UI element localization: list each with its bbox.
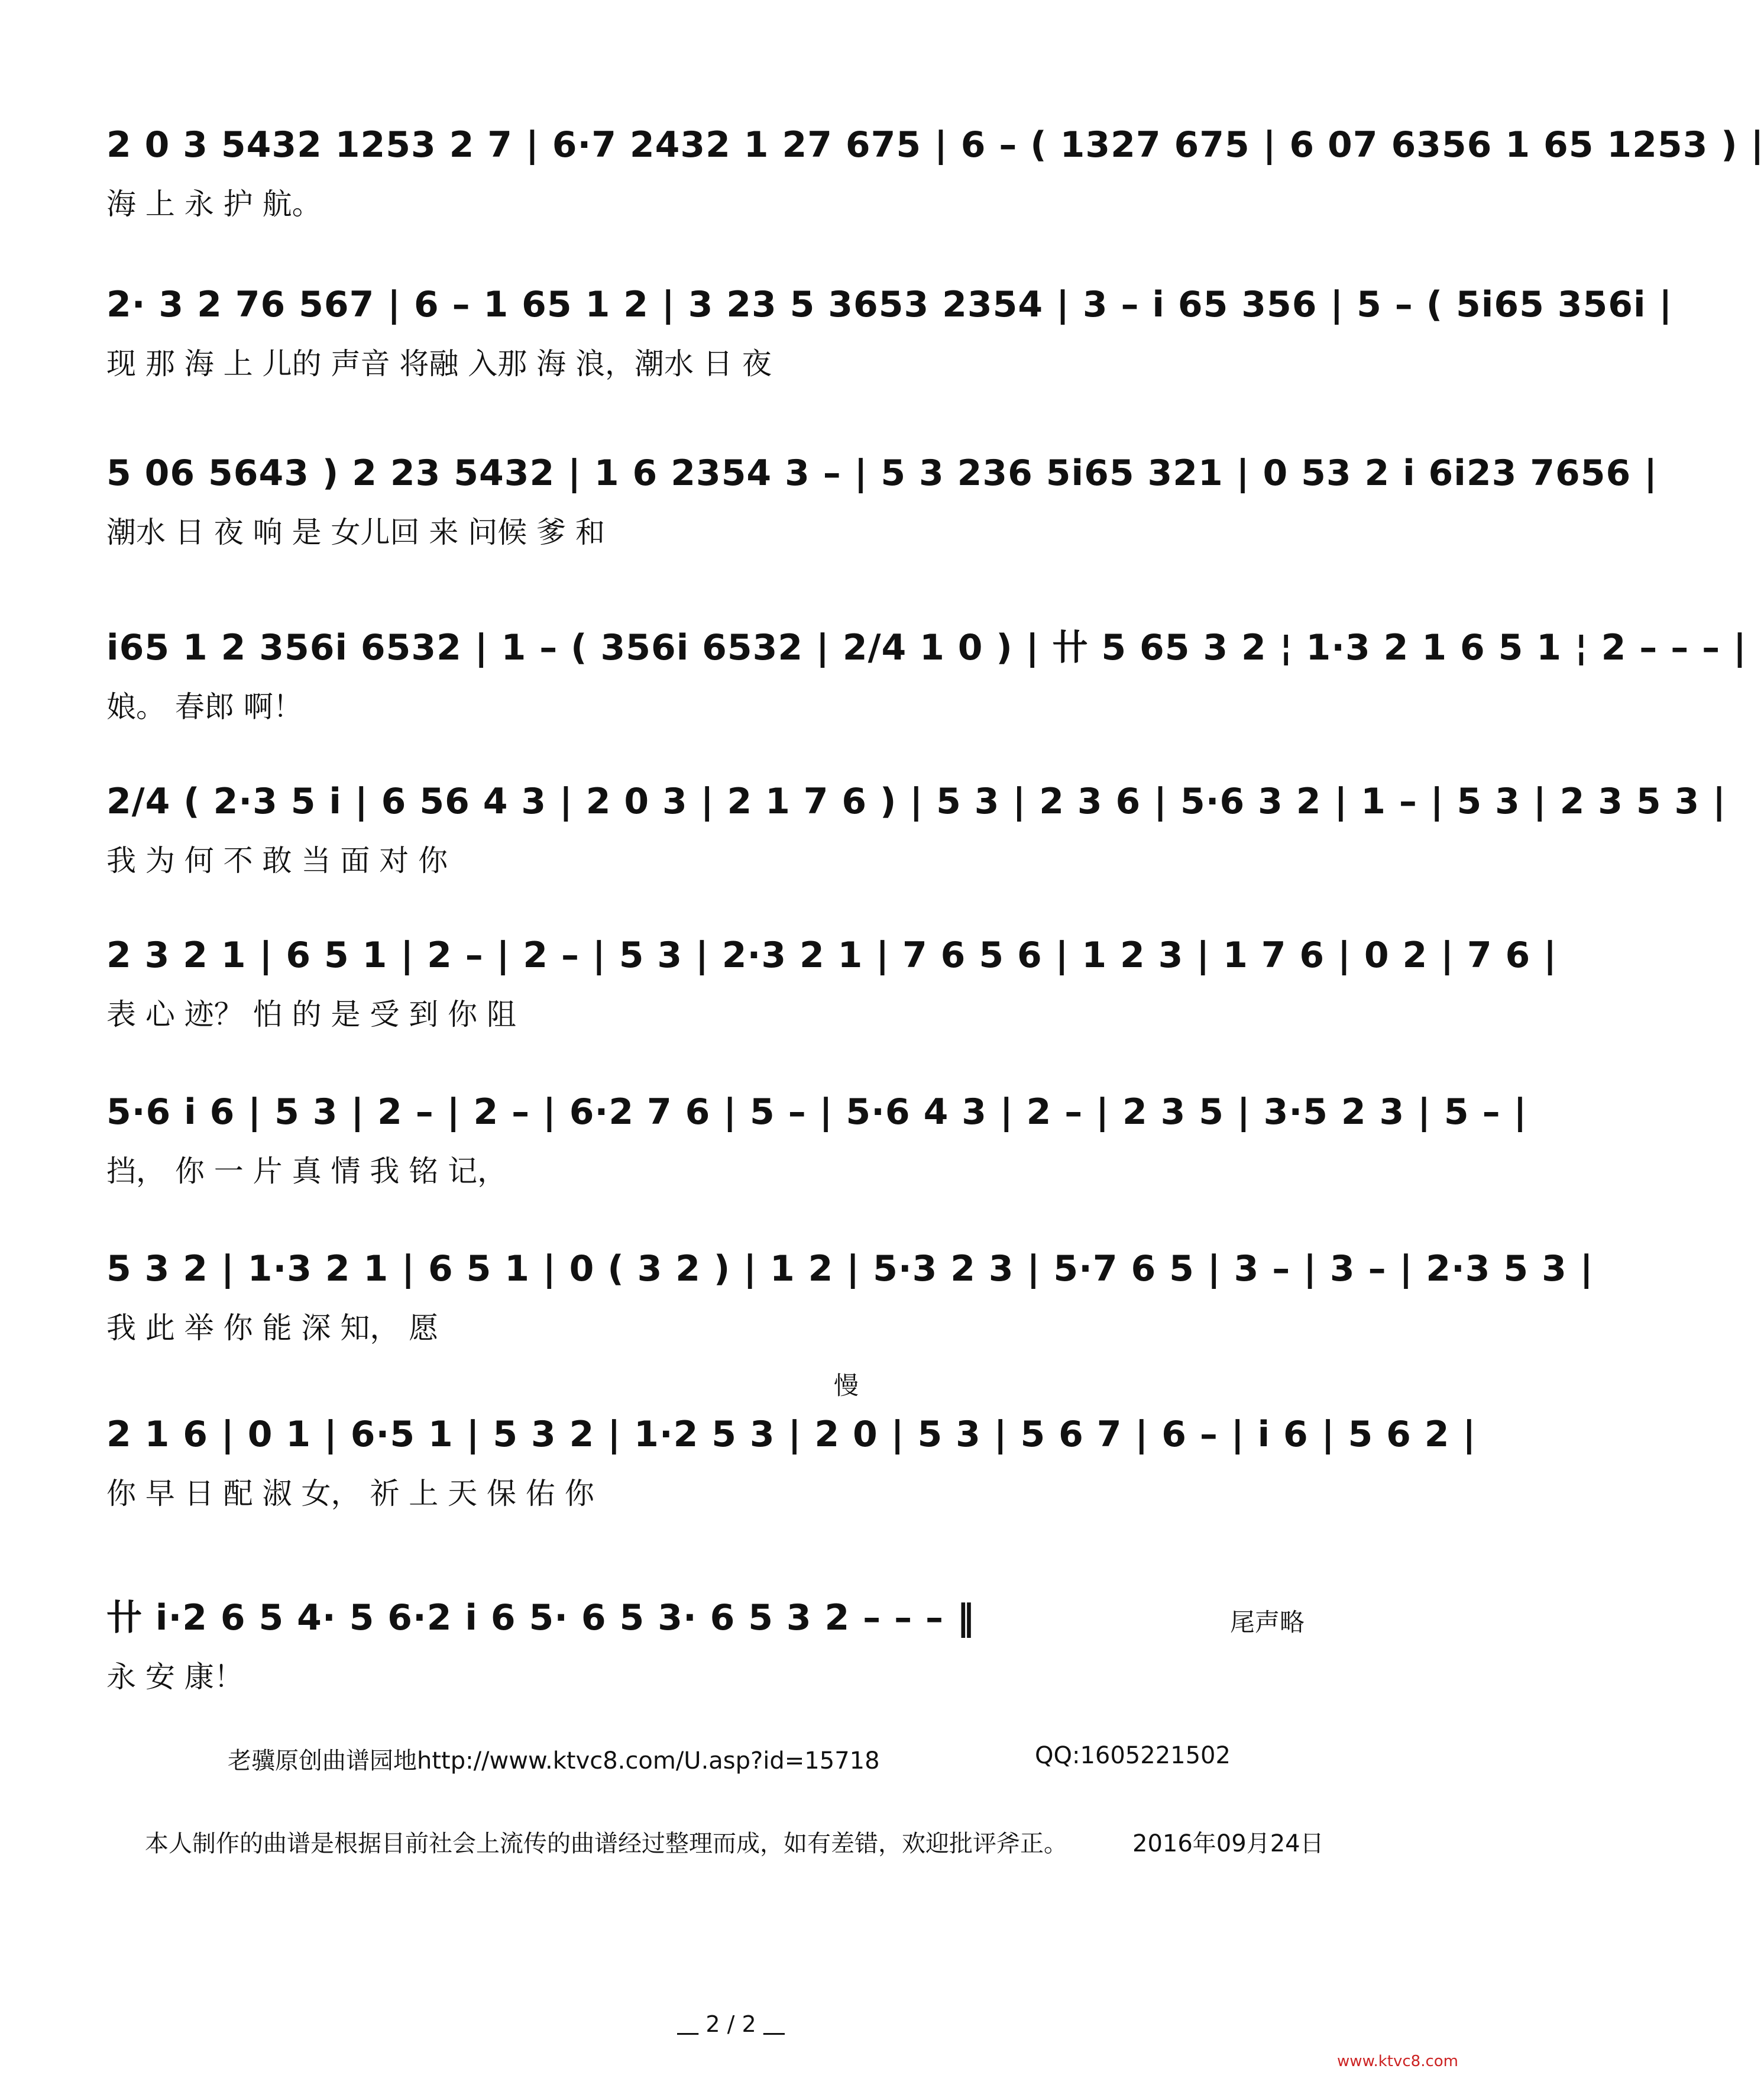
footer-qq: QQ:1605221502 <box>1035 1742 1231 1769</box>
score-system-10 <box>106 1585 1372 1704</box>
footer-date: 2016年09月24日 <box>1132 1830 1324 1857</box>
notation-line: 2· 3 2 76 567 | 6 – 1 65 1 2 | 3 23 5 3653 2354 | 3 – i 65 356 | 5 – ( 5i65 356i | <box>106 284 1673 325</box>
lyrics-line: 现 那 海 上 儿的 声音 将融 入那 海 浪，潮水 日 夜 <box>106 347 772 381</box>
score-system-3 <box>106 441 1658 559</box>
ending-note: 尾声略 <box>1230 1608 1305 1637</box>
score-system-2 <box>106 272 1673 390</box>
score-system-5 <box>106 769 1727 887</box>
notation-line: 卄 i·2 6 5 4· 5 6·2 i 6 5· 6 5 3· 6 5 3 2 – – – ‖ <box>106 1597 975 1638</box>
notation-line: 2 0 3 5432 1253 2 7 | 6·7 2432 1 27 675 | 6 – ( 1327 675 | 6 07 6356 1 65 1253 ) | <box>106 124 1764 166</box>
notation-line: i65 1 2 356i 6532 | 1 – ( 356i 6532 | 2/4 1 0 ) | 卄 5 65 3 2 ¦ 1·3 2 1 6 5 1 ¦ 2 – – – | <box>106 627 1747 668</box>
footer-site-link[interactable]: 老骥原创曲谱园地http://www.ktvc8.com/U.asp?id=15718 <box>228 1747 880 1775</box>
notation-line: 2/4 ( 2·3 5 i | 6 56 4 3 | 2 0 3 | 2 1 7 6 ) | 5 3 | 2 3 6 | 5·6 3 2 | 1 – | 5 3 | 2 3 5 3 | <box>106 781 1727 822</box>
notation-line: 2 1 6 | 0 1 | 6·5 1 | 5 3 2 | 1·2 5 3 | 2 0 | 5 3 | 5 6 7 | 6 – | i 6 | 5 6 2 | <box>106 1414 1477 1455</box>
watermark: www.ktvc8.com <box>1337 2053 1458 2070</box>
score-system-9 <box>106 1371 1477 1520</box>
notation-line: 5·6 i 6 | 5 3 | 2 – | 2 – | 6·2 7 6 | 5 – | 5·6 4 3 | 2 – | 2 3 5 | 3·5 2 3 | 5 – | <box>106 1091 1527 1133</box>
lyrics-line: 你 早 日 配 淑 女， 祈 上 天 保 佑 你 <box>106 1476 594 1511</box>
footer-note: 本人制作的曲谱是根据目前社会上流传的曲谱经过整理而成，如有差错，欢迎批评斧正。 <box>145 1830 1067 1857</box>
score-system-4 <box>106 615 1747 733</box>
lyrics-line: 永 安 康！ <box>106 1660 244 1694</box>
score-system-1 <box>106 112 1764 231</box>
notation-line: 5 06 5643 ) 2 23 5432 | 1 6 2354 3 – | 5 3 236 5i65 321 | 0 53 2 i 6i23 7656 | <box>106 453 1658 494</box>
lyrics-line: 我 此 举 你 能 深 知， 愿 <box>106 1311 439 1345</box>
lyrics-line: 娘。 春郎 啊！ <box>106 690 303 724</box>
score-system-7 <box>106 1079 1527 1198</box>
score-system-8 <box>106 1236 1594 1355</box>
notation-line: 5 3 2 | 1·3 2 1 | 6 5 1 | 0 ( 3 2 ) | 1 2 | 5·3 2 3 | 5·7 6 5 | 3 – | 3 – | 2·3 5 3 | <box>106 1248 1594 1289</box>
page-number-text: 2 / 2 <box>705 2011 756 2037</box>
lyrics-line: 潮水 日 夜 响 是 女儿回 来 问候 爹 和 <box>106 515 606 550</box>
lyrics-line: 表 心 迹？ 怕 的 是 受 到 你 阻 <box>106 997 517 1032</box>
score-system-6 <box>106 923 1558 1041</box>
lyrics-line: 我 为 何 不 敢 当 面 对 你 <box>106 843 448 878</box>
lyrics-line: 海 上 永 护 航。 <box>106 187 322 221</box>
lyrics-line: 挡， 你 一 片 真 情 我 铭 记， <box>106 1154 507 1188</box>
page-number <box>677 2011 785 2037</box>
notation-line: 2 3 2 1 | 6 5 1 | 2 – | 2 – | 5 3 | 2·3 2 1 | 7 6 5 6 | 1 2 3 | 1 7 6 | 0 2 | 7 6 | <box>106 935 1558 976</box>
tempo-marking: 慢 <box>834 1371 859 1400</box>
